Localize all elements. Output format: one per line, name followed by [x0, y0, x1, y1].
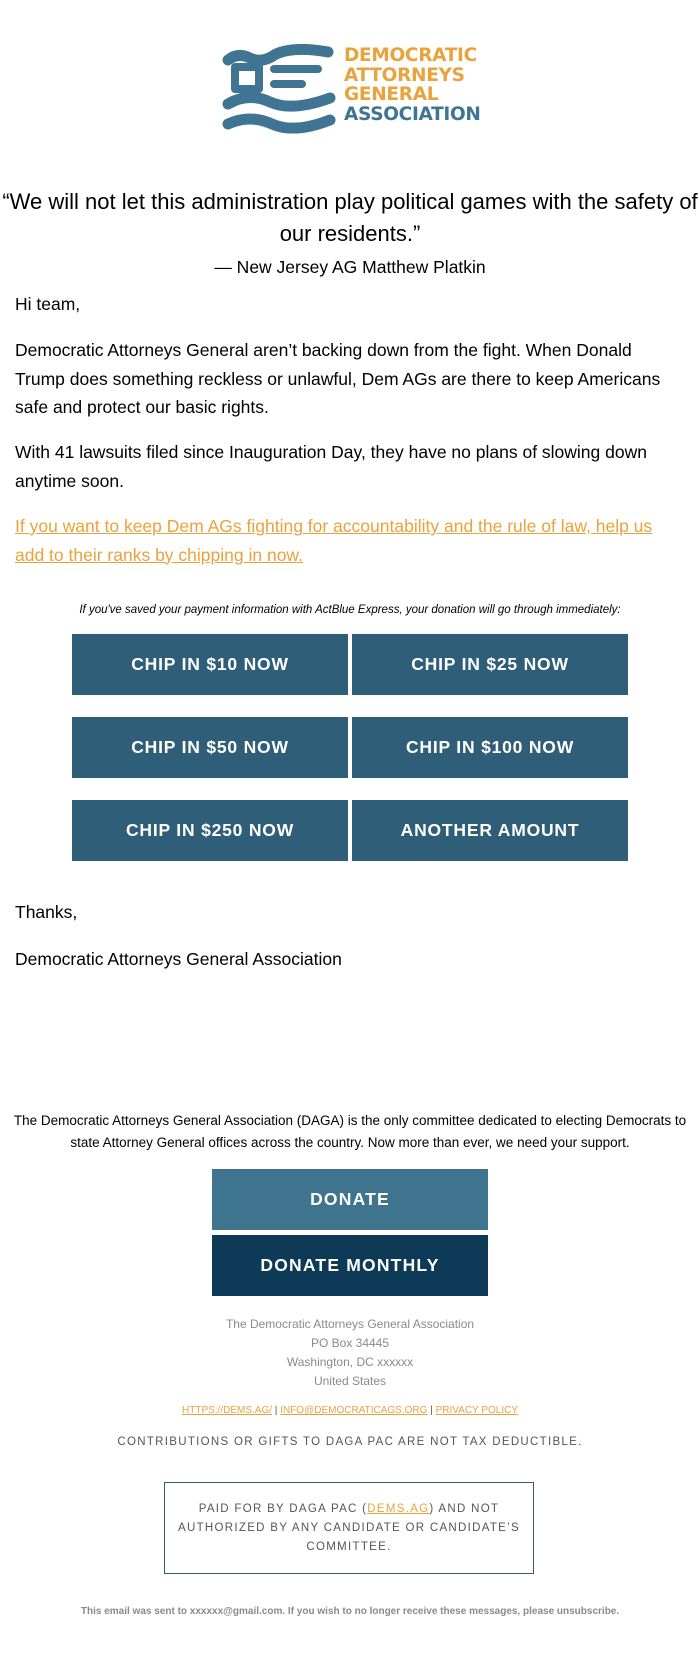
- chip-in-250-button[interactable]: CHIP IN $250 NOW: [72, 800, 348, 861]
- flag-logo-icon: [222, 44, 338, 134]
- address-city: Washington, DC xxxxxx: [286, 1355, 414, 1369]
- site-link[interactable]: HTTPS://DEMS.AG/: [182, 1405, 273, 1416]
- actblue-express-note: If you've saved your payment information with ActBlue Express, your donation will go through immediately:: [79, 604, 621, 616]
- logo-line-3: GENERAL: [344, 84, 439, 105]
- address-org: The Democratic Attorneys General Association: [225, 1317, 475, 1331]
- body-paragraph-1: Democratic Attorneys General aren’t backing down from the fight. When Donald Trump does something reckless or unlawful, Dem AGs are there to keep Americans safe and protect our basic rights.: [15, 340, 661, 417]
- pull-quote: “We will not let this administration play political games with the safety of our residents.”: [2, 189, 698, 246]
- dems-ag-link[interactable]: DEMS.AG: [367, 1503, 430, 1515]
- chip-in-100-button[interactable]: CHIP IN $100 NOW: [352, 717, 628, 778]
- closing-thanks: Thanks,: [15, 902, 78, 922]
- logo-line-4: ASSOCIATION: [344, 103, 481, 125]
- paid-for-suffix: ) AND NOT AUTHORIZED BY ANY CANDIDATE OR CANDIDATE’S COMMITTEE.: [178, 1503, 520, 1553]
- address-po: PO Box 34445: [310, 1336, 390, 1350]
- privacy-policy-link[interactable]: PRIVACY POLICY: [435, 1405, 518, 1416]
- logo-line-2: ATTORNEYS: [344, 64, 465, 86]
- body-paragraph-2: With 41 lawsuits filed since Inauguration Day, they have no plans of slowing down anytime soon.: [15, 442, 647, 491]
- mailing-address: [0, 1315, 700, 1391]
- cta-link[interactable]: If you want to keep Dem AGs fighting for accountability and the rule of law, help us add to their ranks by chipping in now.: [15, 516, 653, 565]
- quote-attribution: — New Jersey AG Matthew Platkin: [214, 257, 486, 277]
- footer-links: [0, 1405, 700, 1416]
- another-amount-button[interactable]: ANOTHER AMOUNT: [352, 800, 628, 861]
- chip-in-10-button[interactable]: CHIP IN $10 NOW: [72, 634, 348, 695]
- tax-disclaimer: CONTRIBUTIONS OR GIFTS TO DAGA PAC ARE NOT TAX DEDUCTIBLE.: [117, 1436, 583, 1448]
- email-link[interactable]: INFO@DEMOCRATICAGS.ORG: [280, 1405, 428, 1416]
- unsubscribe-notice[interactable]: This email was sent to xxxxxx@gmail.com. If you wish to no longer receive these messages, please unsubscribe.: [80, 1606, 620, 1617]
- chip-in-25-button[interactable]: CHIP IN $25 NOW: [352, 634, 628, 695]
- daga-logo[interactable]: [222, 44, 482, 134]
- footer-description: The Democratic Attorneys General Association (DAGA) is the only committee dedicated to electing Democrats to state Attorney General offices across the country. Now more than ever, we need your support.: [13, 1113, 687, 1150]
- paid-for-prefix: PAID FOR BY DAGA PAC (: [198, 1503, 368, 1515]
- signature: Democratic Attorneys General Association: [15, 949, 342, 969]
- logo-line-1: DEMOCRATIC: [344, 45, 477, 66]
- greeting: Hi team,: [15, 294, 81, 314]
- link-separator: |: [274, 1405, 278, 1416]
- logo-wordmark: [344, 46, 481, 124]
- link-separator: |: [430, 1405, 433, 1416]
- paid-for-disclaimer-box: [164, 1482, 534, 1574]
- chip-in-50-button[interactable]: CHIP IN $50 NOW: [72, 717, 348, 778]
- cta-text-link[interactable]: [15, 512, 685, 569]
- donate-monthly-button[interactable]: DONATE MONTHLY: [212, 1235, 488, 1296]
- address-country: United States: [313, 1374, 387, 1388]
- donate-button[interactable]: DONATE: [212, 1169, 488, 1230]
